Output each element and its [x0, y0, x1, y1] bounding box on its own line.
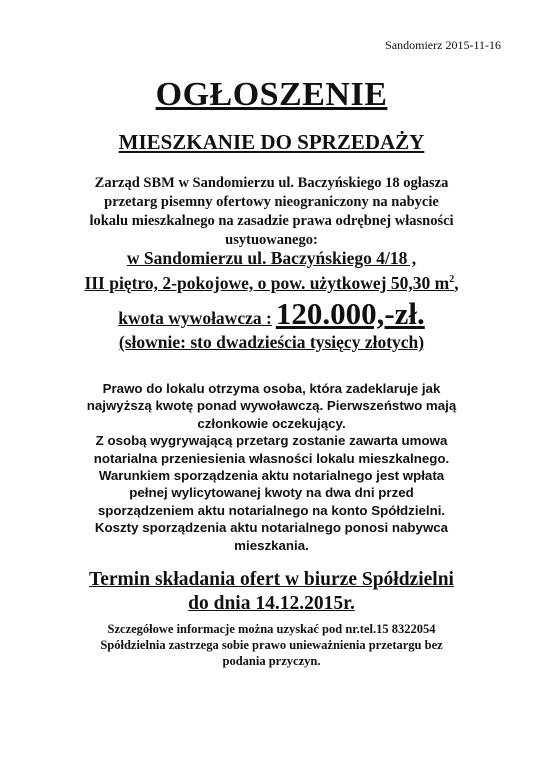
- starting-price-value: 120.000,-zł.: [275, 296, 425, 331]
- terms-line: Koszty sporządzenia aktu notarialnego ponosi nabywca: [94, 520, 449, 536]
- terms-line: Z osobą wygrywającą przetarg zostanie zawarta umowa: [95, 433, 448, 449]
- starting-price: [0, 296, 543, 332]
- intro-line: usytuowanego:: [225, 232, 318, 248]
- contact-info-line: Szczegółowe informacje można uzyskać pod nr.tel.15 8322054: [107, 622, 436, 636]
- property-address: [0, 248, 543, 294]
- price-in-words: (słownie: sto dwadzieścia tysięcy złotych): [118, 332, 425, 352]
- disclaimer-line: podania przyczyn.: [222, 654, 321, 668]
- address-details-end: ,: [454, 272, 459, 293]
- terms-line: członkowie oczekujący.: [197, 415, 346, 431]
- terms-line: pełnej wylicytowanej kwoty na dwa dni przed: [129, 485, 414, 501]
- terms-line: sporządzeniem aktu notarialnego na konto Spółdzielni.: [97, 502, 446, 518]
- area-unit-superscript: 2: [449, 274, 455, 285]
- address-line: w Sandomierzu ul. Baczyńskiego 4/18 ,: [126, 248, 417, 268]
- terms-line: Warunkiem sporządzenia aktu notarialnego jest wpłata: [98, 468, 445, 484]
- terms-line: mieszkania.: [234, 537, 309, 553]
- terms-line: notarialna przeniesienia własności lokalu mieszkalnego.: [93, 450, 450, 466]
- offer-deadline: [0, 568, 543, 616]
- terms-paragraph: [0, 380, 543, 554]
- deadline-line: Termin składania ofert w biurze Spółdzielni: [89, 569, 454, 590]
- address-details-line: [0, 269, 543, 294]
- deadline-date: do dnia 14.12.2015r.: [188, 593, 355, 614]
- terms-line: Prawo do lokalu otrzyma osoba, która zadeklaruje jak: [102, 381, 441, 396]
- disclaimer-line: Spółdzielnia zastrzega sobie prawo unieważnienia przetargu bez: [100, 638, 443, 652]
- announcement-title: OGŁOSZENIE: [155, 76, 388, 113]
- intro-line: lokalu mieszkalnego na zasadzie prawa odrębnej własności: [89, 213, 454, 229]
- footer-notes: [0, 621, 543, 669]
- intro-line: Zarząd SBM w Sandomierzu ul. Baczyńskiego 18 ogłasza: [94, 175, 449, 191]
- address-details: III piętro, 2-pokojowe, o pow. użytkowej 50,30 m: [84, 272, 450, 293]
- announcement-date: Sandomierz 2015-11-16: [385, 38, 501, 52]
- announcement-subtitle: MIESZKANIE DO SPRZEDAŻY: [118, 130, 425, 154]
- intro-line: przetarg pisemny ofertowy nieograniczony na nabycie: [104, 194, 439, 210]
- terms-line: najwyższą kwotę ponad wywoławczą. Pierwszeństwo mają: [86, 398, 457, 414]
- starting-price-label: kwota wywoławcza :: [118, 308, 272, 328]
- intro-paragraph: [0, 174, 543, 250]
